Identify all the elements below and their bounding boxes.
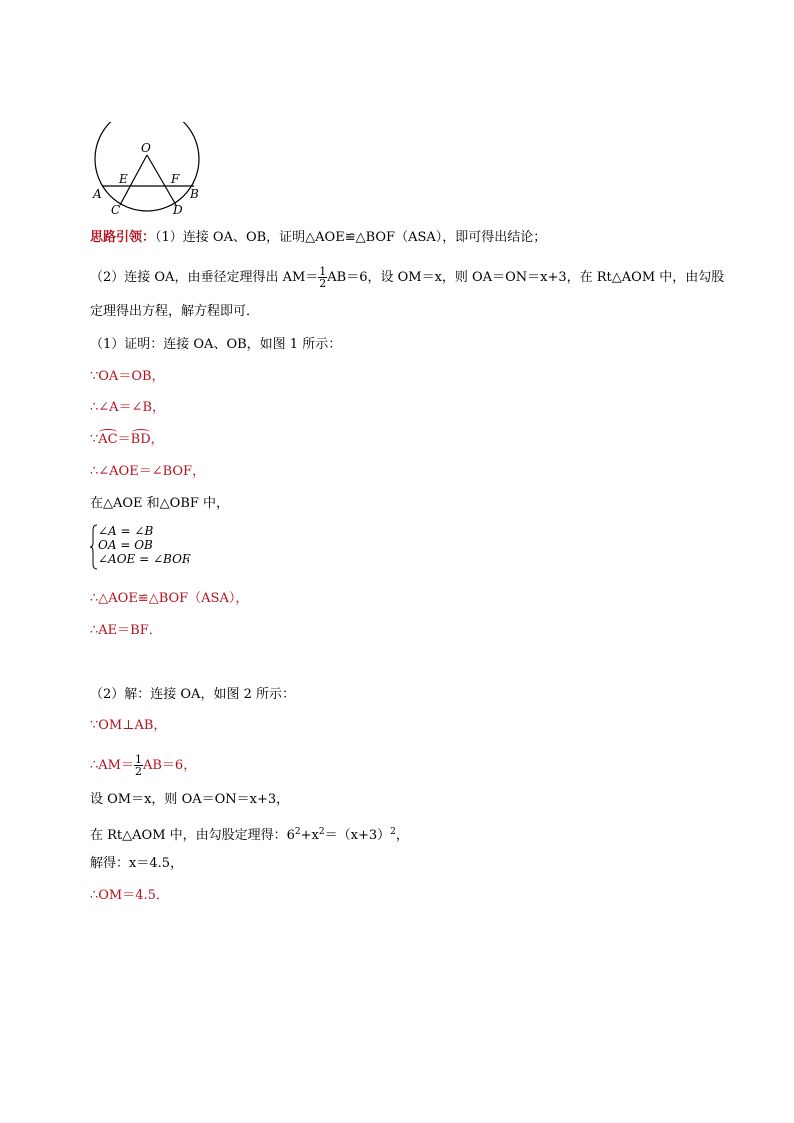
part1-step-4: ∴∠AOE＝∠BOF， <box>90 464 206 479</box>
part2-intro: （2）解：连接 OA，如图 2 所示： <box>90 687 295 702</box>
because-sign: ∵ <box>90 432 99 447</box>
x-plus-3: ＝（x+3） <box>324 828 391 843</box>
comma: ， <box>150 432 164 447</box>
hint-text-2a: （2）连接 OA，由垂径定理得出 AM＝ <box>90 270 319 285</box>
geometry-figure <box>90 122 210 222</box>
label-o: O <box>141 141 151 155</box>
exponent-1: 2 <box>294 827 301 837</box>
arc-bd: BD <box>130 432 151 447</box>
comma-2: ， <box>395 828 409 843</box>
hint-line-3: 定理得出方程，解方程即可． <box>90 304 260 319</box>
hint-text-1: （1）连接 OA、OB，证明△AOE≌△BOF（ASA），即可得出结论； <box>155 230 547 245</box>
label-a: A <box>93 187 102 201</box>
label-c: C <box>111 203 121 217</box>
frac-den-2: 2 <box>134 765 142 778</box>
part2-step-4 <box>90 823 409 845</box>
part2-step-2 <box>90 754 196 777</box>
system-line-1: ∠A = ∠B <box>98 524 154 538</box>
frac-num-2: 1 <box>134 753 142 766</box>
plus-x: +x <box>300 828 319 843</box>
ab-equals-6: AB＝6， <box>142 758 197 773</box>
equals-sign: ＝ <box>117 432 131 447</box>
arc-ac: AC <box>98 432 118 447</box>
hint-text-2b: AB＝6，设 OM＝x，则 OA＝ON＝x+3，在 Rt△AOM 中，由勾股 <box>327 270 725 285</box>
system-lines <box>98 524 190 566</box>
part2-step-5: 解得：x＝4.5， <box>90 856 184 871</box>
label-f: F <box>171 172 180 186</box>
hint-line-2 <box>90 266 724 289</box>
part1-step-1: ∵OA＝OB， <box>90 369 165 384</box>
frac-den: 2 <box>319 277 327 290</box>
system-line-2: OA = OB <box>98 538 153 552</box>
part2-step-1: ∵OM⊥AB， <box>90 718 167 733</box>
hint-line-1 <box>90 229 546 247</box>
part1-step-3 <box>90 431 164 449</box>
part1-step-2: ∴∠A＝∠B， <box>90 400 165 415</box>
fraction-half-2 <box>134 754 143 777</box>
fraction-half <box>318 266 327 289</box>
label-e: E <box>119 172 128 186</box>
exponent-3: 2 <box>390 827 396 837</box>
am-equals: ∴AM＝ <box>90 758 134 773</box>
part1-step-7: ∴AE＝BF． <box>90 623 162 638</box>
circle <box>95 122 199 211</box>
part1-intro: （1）证明：连接 OA、OB，如图 1 所示： <box>90 337 342 352</box>
system-comma: ， <box>186 550 200 565</box>
part1-step-6: ∴△AOE≌△BOF（ASA）， <box>90 591 249 606</box>
label-b: B <box>190 187 199 201</box>
part2-step-6: ∴OM＝4.5． <box>90 888 169 903</box>
label-d: D <box>173 203 183 217</box>
part2-step-3: 设 OM＝x，则 OA＝ON＝x+3， <box>90 792 290 807</box>
pythagoras-text: 在 Rt△AOM 中，由勾股定理得：6 <box>90 828 295 843</box>
hint-label: 思路引领： <box>90 230 156 245</box>
exponent-2: 2 <box>318 827 325 837</box>
part1-step-5: 在△AOE 和△OBF 中， <box>90 496 230 511</box>
frac-num: 1 <box>319 265 327 278</box>
brace-icon <box>90 524 98 570</box>
system-line-3: ∠AOE = ∠BOF <box>98 552 191 566</box>
